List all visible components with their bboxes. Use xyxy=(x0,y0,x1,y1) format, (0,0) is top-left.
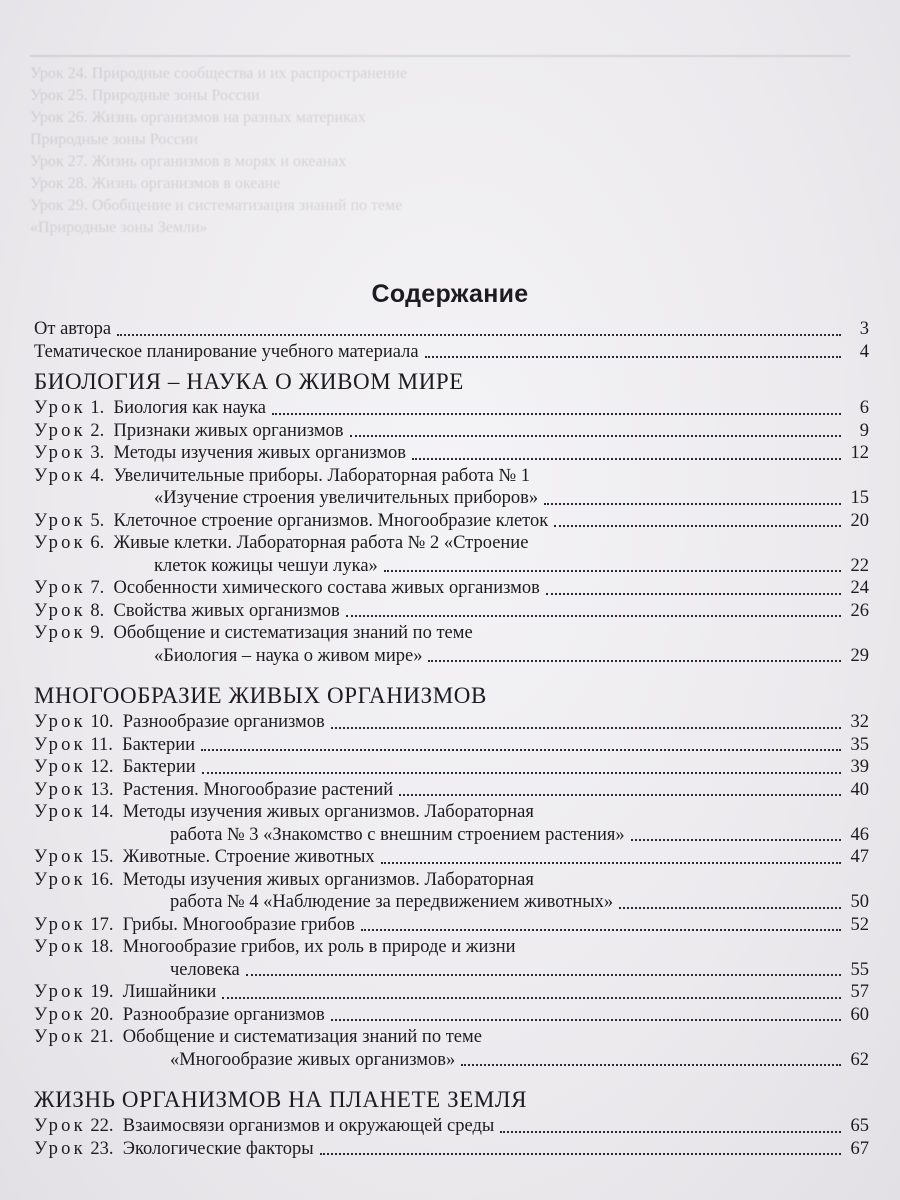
lesson-number: 4. xyxy=(90,465,105,486)
page-number: 67 xyxy=(850,1138,869,1159)
lesson-title: Бактерии xyxy=(122,757,196,777)
lesson-title: Методы изучения живых организмов. Лабораторная xyxy=(122,802,534,822)
toc-entry-label xyxy=(34,846,375,869)
page-number: 3 xyxy=(859,319,869,339)
lesson-word: Урок xyxy=(34,982,86,1002)
lesson-word: Урок xyxy=(34,578,86,598)
page-number: 6 xyxy=(859,398,869,418)
ghost-line: Урок 24. Природные сообщества и их распространение xyxy=(30,65,408,82)
toc-entry-label xyxy=(34,981,216,1004)
lesson-word: Урок xyxy=(34,1004,86,1025)
lesson-word: Урок xyxy=(34,1027,86,1047)
lesson-title: Бактерии xyxy=(122,734,196,755)
bleed-through-text xyxy=(30,55,870,285)
lesson-word: Урок xyxy=(34,1138,86,1159)
lesson-title: Разнообразие организмов xyxy=(122,1004,325,1025)
lesson-title: Обобщение и систематизация знаний по теме xyxy=(113,623,473,643)
lesson-title: Растения. Многообразие растений xyxy=(122,779,394,800)
lesson-title: Обобщение и систематизация знаний по теме xyxy=(122,1027,482,1047)
toc-entry[interactable] xyxy=(34,577,869,600)
dot-leader xyxy=(461,1064,841,1066)
dot-leader xyxy=(544,503,841,505)
lesson-number: 10. xyxy=(90,712,114,732)
dot-leader xyxy=(631,839,841,841)
page-number: 57 xyxy=(850,982,869,1002)
toc-entry[interactable] xyxy=(34,420,869,443)
toc-entry-label xyxy=(34,801,534,824)
page-number: 60 xyxy=(850,1004,869,1025)
lesson-number: 20. xyxy=(90,1004,114,1025)
page-number: 40 xyxy=(850,779,869,800)
lesson-word: Урок xyxy=(34,847,86,867)
section-heading: МНОГООБРАЗИЕ ЖИВЫХ ОРГАНИЗМОВ xyxy=(34,683,487,708)
toc-entry[interactable] xyxy=(34,532,869,555)
toc-entry-label xyxy=(34,465,530,488)
toc-entry[interactable] xyxy=(34,1115,869,1138)
toc-entry[interactable] xyxy=(34,341,869,364)
toc-entry[interactable] xyxy=(34,442,869,465)
lesson-title: Методы изучения живых организмов xyxy=(113,443,407,463)
dot-leader xyxy=(331,1019,841,1021)
lesson-title-continued: клеток кожицы чешуи лука» xyxy=(154,555,378,576)
lesson-title: Признаки живых организмов xyxy=(113,420,344,441)
lesson-word: Урок xyxy=(34,533,86,553)
lesson-title-continued: работа № 3 «Знакомство с внешним строением растения» xyxy=(170,824,625,845)
lesson-number: 13. xyxy=(90,779,114,800)
lesson-number: 1. xyxy=(90,398,105,418)
lesson-title: Многообразие грибов, их роль в природе и жизни xyxy=(122,937,516,957)
page-number: 47 xyxy=(850,847,869,867)
dot-leader xyxy=(320,1153,841,1155)
lesson-number: 16. xyxy=(90,869,114,890)
lesson-title: Лишайники xyxy=(122,982,217,1002)
toc-entry-label xyxy=(34,510,548,533)
page-number: 39 xyxy=(850,757,869,777)
lesson-word: Урок xyxy=(34,734,86,755)
lesson-word: Урок xyxy=(34,420,86,441)
toc-entry[interactable] xyxy=(34,1138,869,1161)
page-number: 22 xyxy=(850,555,869,576)
page-number: 29 xyxy=(850,645,869,666)
dot-leader xyxy=(399,794,841,796)
lesson-word: Урок xyxy=(34,779,86,800)
toc-entry-label xyxy=(34,1138,314,1161)
toc-entry-label xyxy=(34,1026,482,1049)
page-number: 4 xyxy=(859,341,869,362)
lesson-number: 17. xyxy=(90,914,114,935)
lesson-word: Урок xyxy=(34,443,86,463)
toc-entry-label xyxy=(34,936,516,959)
toc-entry-label xyxy=(34,442,406,465)
page-number: 52 xyxy=(850,914,869,935)
dot-leader xyxy=(546,593,841,595)
lesson-word: Урок xyxy=(34,802,86,822)
lesson-title-continued: человека xyxy=(170,959,240,980)
ghost-line: «Природные зоны Земли» xyxy=(30,219,208,236)
lesson-number: 3. xyxy=(90,443,105,463)
toc-entry-label xyxy=(34,577,540,600)
lesson-number: 14. xyxy=(90,802,114,822)
toc-entry[interactable] xyxy=(34,510,869,533)
lesson-word: Урок xyxy=(34,914,86,935)
lesson-word: Урок xyxy=(34,623,86,643)
dot-leader xyxy=(201,749,841,751)
section-gap xyxy=(34,1071,869,1081)
ghost-line: Урок 26. Жизнь организмов на разных материках xyxy=(30,109,366,126)
ghost-line: Урок 25. Природные зоны России xyxy=(30,87,260,104)
lesson-title-continued: «Изучение строения увеличительных приборов» xyxy=(154,488,539,508)
dot-leader xyxy=(361,929,841,931)
lesson-word: Урок xyxy=(34,937,86,957)
toc-entry-label: От автора xyxy=(34,319,112,339)
lesson-number: 12. xyxy=(90,757,114,777)
lesson-title-continued: «Многообразие живых организмов» xyxy=(170,1049,456,1070)
toc-entry[interactable] xyxy=(34,779,869,802)
lesson-number: 11. xyxy=(90,734,113,755)
lesson-title: Животные. Строение животных xyxy=(122,847,375,867)
toc-entry[interactable] xyxy=(34,711,869,734)
toc-entry[interactable] xyxy=(34,318,869,341)
page-number: 35 xyxy=(850,734,869,755)
lesson-word: Урок xyxy=(34,757,86,777)
page-number: 15 xyxy=(850,488,869,508)
lesson-title: Увеличительные приборы. Лабораторная работа № 1 xyxy=(113,465,531,486)
toc-entry-continuation[interactable] xyxy=(34,1049,869,1072)
lesson-number: 9. xyxy=(90,623,105,643)
toc-entry-continuation[interactable] xyxy=(34,487,869,510)
page-number: 24 xyxy=(850,578,869,598)
section-gap xyxy=(34,667,869,677)
lesson-number: 18. xyxy=(90,937,114,957)
dot-leader xyxy=(428,660,841,662)
toc-entry-continuation[interactable] xyxy=(34,891,869,914)
section-heading: ЖИЗНЬ ОРГАНИЗМОВ НА ПЛАНЕТЕ ЗЕМЛЯ xyxy=(34,1087,528,1112)
dot-leader xyxy=(554,525,841,527)
toc-entry[interactable] xyxy=(34,1026,869,1049)
dot-leader xyxy=(346,615,841,617)
dot-leader xyxy=(117,334,841,336)
toc-entry-continuation[interactable] xyxy=(34,959,869,982)
lesson-word: Урок xyxy=(34,465,86,486)
toc-entry-label xyxy=(34,734,195,757)
ghost-line: Урок 29. Обобщение и систематизация знаний по теме xyxy=(30,197,403,214)
dot-leader xyxy=(272,413,841,415)
dot-leader xyxy=(350,435,841,437)
lesson-title: Живые клетки. Лабораторная работа № 2 «Строение xyxy=(113,533,529,553)
toc-entry[interactable] xyxy=(34,914,869,937)
toc-entry[interactable] xyxy=(34,1004,869,1027)
toc-entry[interactable] xyxy=(34,465,869,488)
lesson-title: Методы изучения живых организмов. Лабораторная xyxy=(122,869,534,890)
toc-entry[interactable] xyxy=(34,397,869,420)
toc-entry[interactable] xyxy=(34,981,869,1004)
toc-entry-label xyxy=(34,779,393,802)
toc-entry-continuation[interactable] xyxy=(34,555,869,578)
bleed-through-rule xyxy=(30,55,850,57)
lesson-number: 2. xyxy=(90,420,105,441)
toc-entry-label xyxy=(34,397,266,420)
page-title: Содержание xyxy=(371,280,529,308)
dot-leader xyxy=(425,356,841,358)
lesson-title-continued: работа № 4 «Наблюдение за передвижением животных» xyxy=(170,892,614,912)
dot-leader xyxy=(246,974,841,976)
toc-entry-label xyxy=(34,420,344,443)
page-number: 50 xyxy=(850,892,869,912)
toc-entry[interactable] xyxy=(34,801,869,824)
page-number: 12 xyxy=(850,443,869,463)
toc-entry-label xyxy=(34,600,340,623)
ghost-line: Урок 27. Жизнь организмов в морях и океанах xyxy=(30,153,347,170)
toc-entry[interactable] xyxy=(34,936,869,959)
toc-entry[interactable] xyxy=(34,734,869,757)
page-number: 55 xyxy=(850,959,869,980)
toc-entry[interactable] xyxy=(34,846,869,869)
lesson-number: 23. xyxy=(90,1138,114,1159)
lesson-number: 19. xyxy=(90,982,114,1002)
dot-leader xyxy=(619,907,841,909)
dot-leader xyxy=(222,997,841,999)
section-heading: БИОЛОГИЯ – НАУКА О ЖИВОМ МИРЕ xyxy=(34,369,464,394)
lesson-number: 7. xyxy=(90,578,105,598)
lesson-title: Экологические факторы xyxy=(122,1138,314,1159)
ghost-line: Урок 28. Жизнь организмов в океане xyxy=(30,175,281,192)
toc-entry[interactable] xyxy=(34,600,869,623)
toc-entry[interactable] xyxy=(34,622,869,645)
lesson-number: 5. xyxy=(90,510,105,531)
dot-leader xyxy=(500,1131,841,1133)
page-number: 9 xyxy=(859,420,869,441)
lesson-word: Урок xyxy=(34,398,86,418)
lesson-word: Урок xyxy=(34,712,86,732)
lesson-title: Клеточное строение организмов. Многообразие клеток xyxy=(113,510,549,531)
dot-leader xyxy=(202,772,841,774)
dot-leader xyxy=(331,727,841,729)
ghost-line: Природные зоны России xyxy=(30,131,198,148)
lesson-number: 6. xyxy=(90,533,105,553)
lesson-word: Урок xyxy=(34,510,86,531)
toc-entry-continuation[interactable] xyxy=(34,645,869,668)
toc-sections xyxy=(34,369,869,1160)
toc-entry-label xyxy=(34,756,196,779)
lesson-number: 15. xyxy=(90,847,114,867)
table-of-contents xyxy=(34,318,869,1160)
page-number: 46 xyxy=(850,824,869,845)
toc-entry-label xyxy=(34,869,534,892)
lesson-title: Свойства живых организмов xyxy=(113,600,340,621)
toc-entry-label xyxy=(34,711,325,734)
lesson-title: Грибы. Многообразие грибов xyxy=(122,914,355,935)
page-number: 65 xyxy=(850,1116,869,1136)
dot-leader xyxy=(384,570,841,572)
lesson-number: 22. xyxy=(90,1116,114,1136)
toc-entry-continuation[interactable] xyxy=(34,824,869,847)
lesson-title: Особенности химического состава живых организмов xyxy=(113,578,540,598)
toc-entry[interactable] xyxy=(34,756,869,779)
toc-entry-label xyxy=(34,532,528,555)
lesson-title: Биология как наука xyxy=(113,398,267,418)
toc-entry-label xyxy=(34,1115,494,1138)
lesson-word: Урок xyxy=(34,869,86,890)
dot-leader xyxy=(412,458,841,460)
dot-leader xyxy=(381,862,841,864)
toc-entry-label xyxy=(34,622,473,645)
toc-entry-label xyxy=(34,1004,325,1027)
toc-entry[interactable] xyxy=(34,869,869,892)
lesson-title: Разнообразие организмов xyxy=(122,712,325,732)
toc-entry-label: Тематическое планирование учебного материала xyxy=(34,341,419,362)
toc-entry-label xyxy=(34,914,355,937)
page-number: 26 xyxy=(850,600,869,621)
lesson-title-continued: «Биология – наука о живом мире» xyxy=(154,645,423,666)
lesson-title: Взаимосвязи организмов и окружающей среды xyxy=(122,1116,495,1136)
lesson-word: Урок xyxy=(34,600,86,621)
page-number: 62 xyxy=(850,1049,869,1070)
lesson-word: Урок xyxy=(34,1116,86,1136)
page-number: 32 xyxy=(850,712,869,732)
page-number: 20 xyxy=(850,510,869,531)
lesson-number: 21. xyxy=(90,1027,114,1047)
lesson-number: 8. xyxy=(90,600,105,621)
